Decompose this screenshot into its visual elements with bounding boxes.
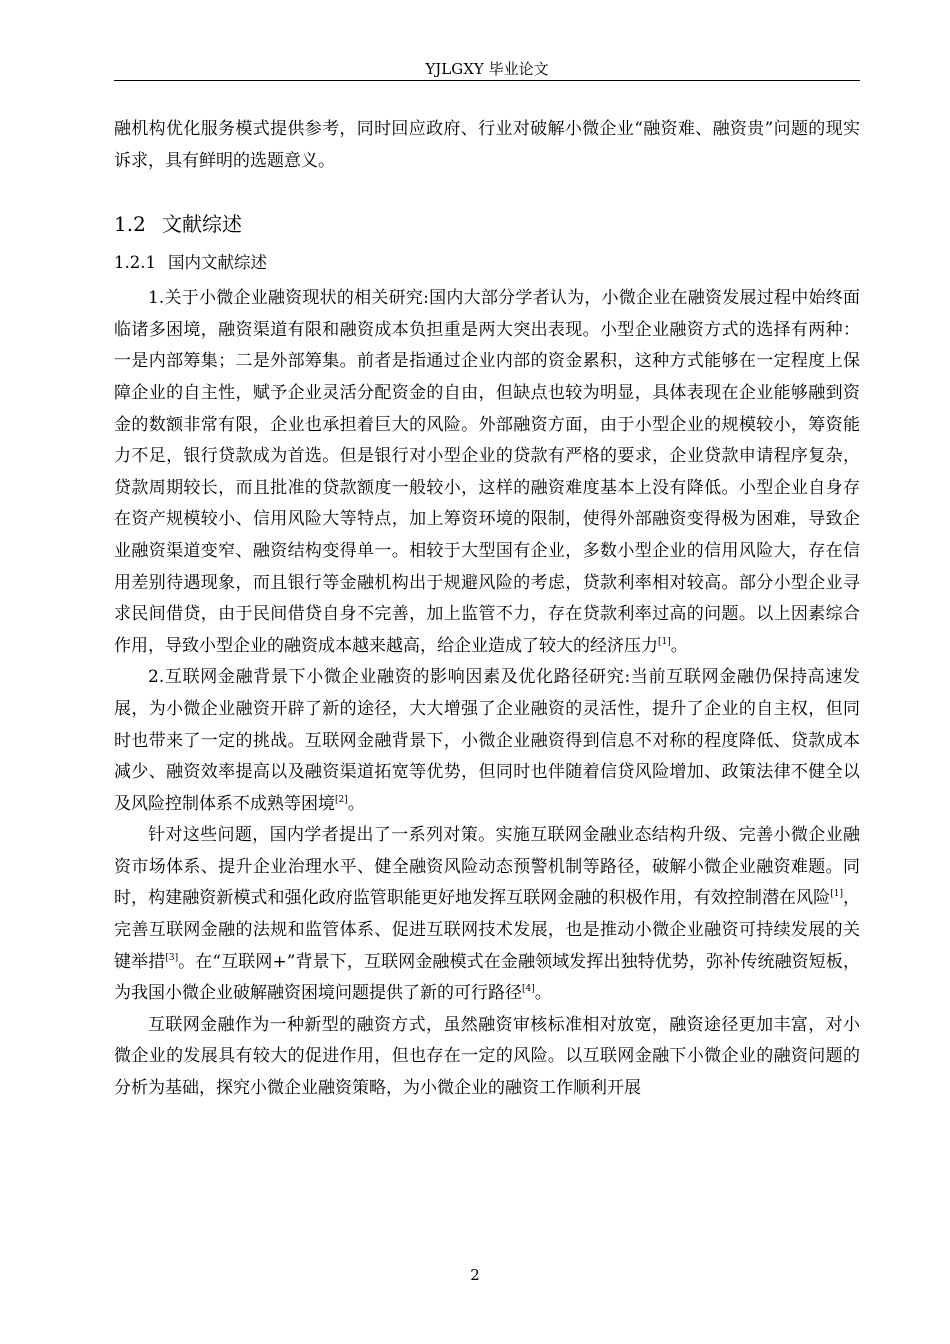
running-header: YJLGXY 毕业论文 (425, 60, 549, 78)
paragraph-3 (114, 820, 860, 1010)
paragraph-2-text: 2.互联网金融背景下小微企业融资的影响因素及优化路径研究:当前互联网金融仍保持高速发展，为小微企业融资开辟了新的途径，大大增强了企业融资的灵活性，提升了企业的自主权，但同时也带来了一定的挑战。互联网金融背景下，小微企业融资得到信息不对称的程度降低、贷款成本减少、融资效率提高以及融资渠道拓宽等优势，但同时也伴随着信贷风险增加、政策法律不健全以及风险控制体系不成熟等困境 (114, 667, 860, 814)
header-rule (114, 80, 860, 81)
section-number: 1.2 (114, 212, 146, 237)
intro-paragraph: 融机构优化服务模式提供参考，同时回应政府、行业对破解小微企业“融资难、融资贵”问题的现实诉求，具有鲜明的选题意义。 (114, 119, 860, 171)
paragraph-3-text-b: ，完善互联网金融的法规和监管体系、促进互联网技术发展，也是推动小微企业融资可持续发展的关键举措 (114, 888, 861, 972)
subsection-heading (114, 247, 860, 283)
paragraph-2 (114, 662, 860, 820)
paragraph-3-text-a: 针对这些问题，国内学者提出了一系列对策。实施互联网金融业态结构升级、完善小微企业融资市场体系、提升企业治理水平、健全融资风险动态预警机制等路径，破解小微企业融资难题。同时，构建融资新模式和强化政府监管职能更好地发挥互联网金融的积极作用，有效控制潜在风险 (114, 825, 860, 909)
citation-ref: [1] (830, 889, 843, 900)
citation-ref: [2] (335, 794, 348, 805)
section-title: 文献综述 (162, 212, 242, 237)
paragraph-2-end: 。 (347, 793, 365, 814)
subsection-title: 国内文献综述 (168, 253, 267, 273)
paragraph-3-end: 。 (534, 983, 552, 1004)
citation-ref: [1] (658, 636, 671, 647)
section-heading (114, 207, 860, 247)
paragraph-4: 互联网金融作为一种新型的融资方式，虽然融资审核标准相对放宽，融资途径更加丰富，对小微企业的发展具有较大的促进作用，但也存在一定的风险。以互联网金融下小微企业的融资问题的分析为基础，探究小微企业融资策略，为小微企业的融资工作顺利开展 (114, 1014, 860, 1099)
paragraph-1-end: 。 (670, 635, 688, 656)
paragraph-1 (114, 283, 860, 662)
citation-ref: [4] (522, 984, 535, 995)
paragraph-1-text: 1.关于小微企业融资现状的相关研究:国内大部分学者认为，小微企业在融资发展过程中始终面临诸多困境，融资渠道有限和融资成本负担重是两大突出表现。小型企业融资方式的选择有两种：一是内部筹集；二是外部筹集。前者是指通过企业内部的资金累积，这种方式能够在一定程度上保障企业的自主性，赋予企业灵活分配资金的自由，但缺点也较为明显，具体表现在企业能够融到资金的数额非常有限，企业也承担着巨大的风险。外部融资方面，由于小型企业的规模较小，筹资能力不足，银行贷款成为首选。但是银行对小型企业的贷款有严格的要求，企业贷款申请程序复杂，贷款周期较长，而且批准的贷款额度一般较小，这样的融资难度基本上没有降低。小型企业自身存在资产规模较小、信用风险大等特点，加上筹资环境的限制，使得外部融资变得极为困难，导致企业融资渠道变窄、融资结构变得单一。相较于大型国有企业，多数小型企业的信用风险大，存在信用差别待遇现象，而且银行等金融机构出于规避风险的考虑，贷款利率相对较高。部分小型企业寻求民间借贷，由于民间借贷自身不完善，加上监管不力，存在贷款利率过高的问题。以上因素综合作用，导致小型企业的融资成本越来越高，给企业造成了较大的经济压力 (114, 288, 860, 656)
paragraph-3-text-c: 。在“互联网+”背景下，互联网金融模式在金融领域发挥出独特优势，弥补传统融资短板，为我国小微企业破解融资困境问题提供了新的可行路径 (114, 951, 861, 1004)
page-body (114, 114, 860, 1105)
citation-ref: [3] (165, 952, 179, 963)
page-number: 2 (470, 1266, 480, 1284)
subsection-number: 1.2.1 (114, 253, 156, 273)
